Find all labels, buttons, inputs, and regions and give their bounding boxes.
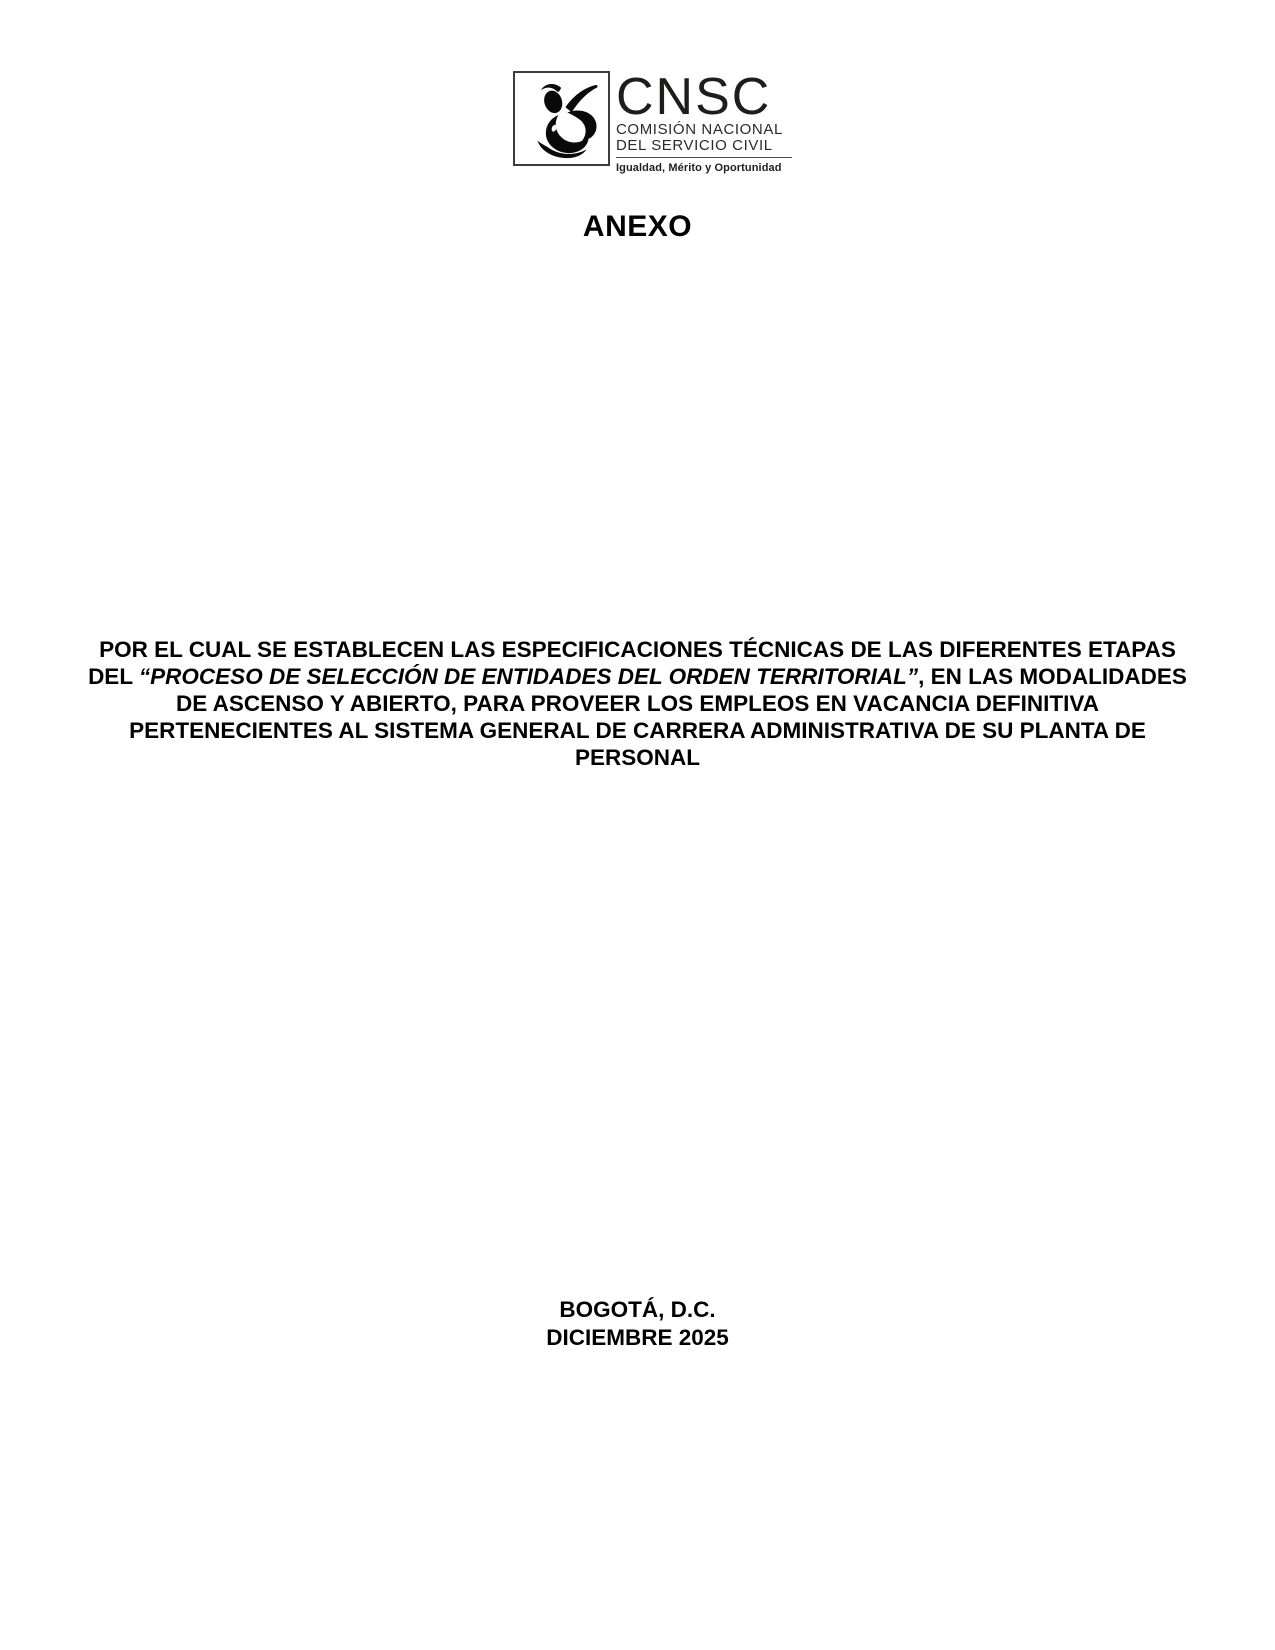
document-subject-paragraph — [86, 636, 1189, 771]
paragraph-segment-1: POR EL CUAL SE ESTABLECEN LAS ESPECIFICACIONES TÉCNICAS DE LAS DIFERENTES ETAPAS DEL — [88, 637, 1176, 689]
logo-figure-box — [513, 71, 610, 166]
footer-city: BOGOTÁ, D.C. — [559, 1297, 716, 1322]
paragraph-segment-3: , EN LAS MODALIDADES DE ASCENSO Y ABIERTO, PARA PROVEER LOS EMPLEOS EN VACANCIA DEFINITIVA PERTENECIENTES AL SISTEMA GENERAL DE CARRERA ADMINISTRATIVA DE SU PLANTA DE PERSONAL — [129, 664, 1187, 770]
logo-name-line1: COMISIÓN NACIONAL — [616, 121, 783, 138]
logo-name-line2: DEL SERVICIO CIVIL — [616, 137, 773, 154]
logo-divider — [616, 157, 792, 158]
footer-date: DICIEMBRE 2025 — [546, 1324, 729, 1350]
footer-block — [0, 1296, 1275, 1351]
logo-tagline: Igualdad, Mérito y Oportunidad — [616, 162, 782, 174]
logo-text-block — [616, 68, 792, 174]
paragraph-segment-italic: “PROCESO DE SELECCIÓN DE ENTIDADES DEL ORDEN TERRITORIAL” — [138, 664, 919, 689]
cnsc-logo — [513, 68, 792, 174]
logo-acronym: CNSC — [616, 68, 772, 126]
dancer-figure-icon — [518, 76, 606, 162]
page-title: ANEXO — [582, 210, 693, 243]
